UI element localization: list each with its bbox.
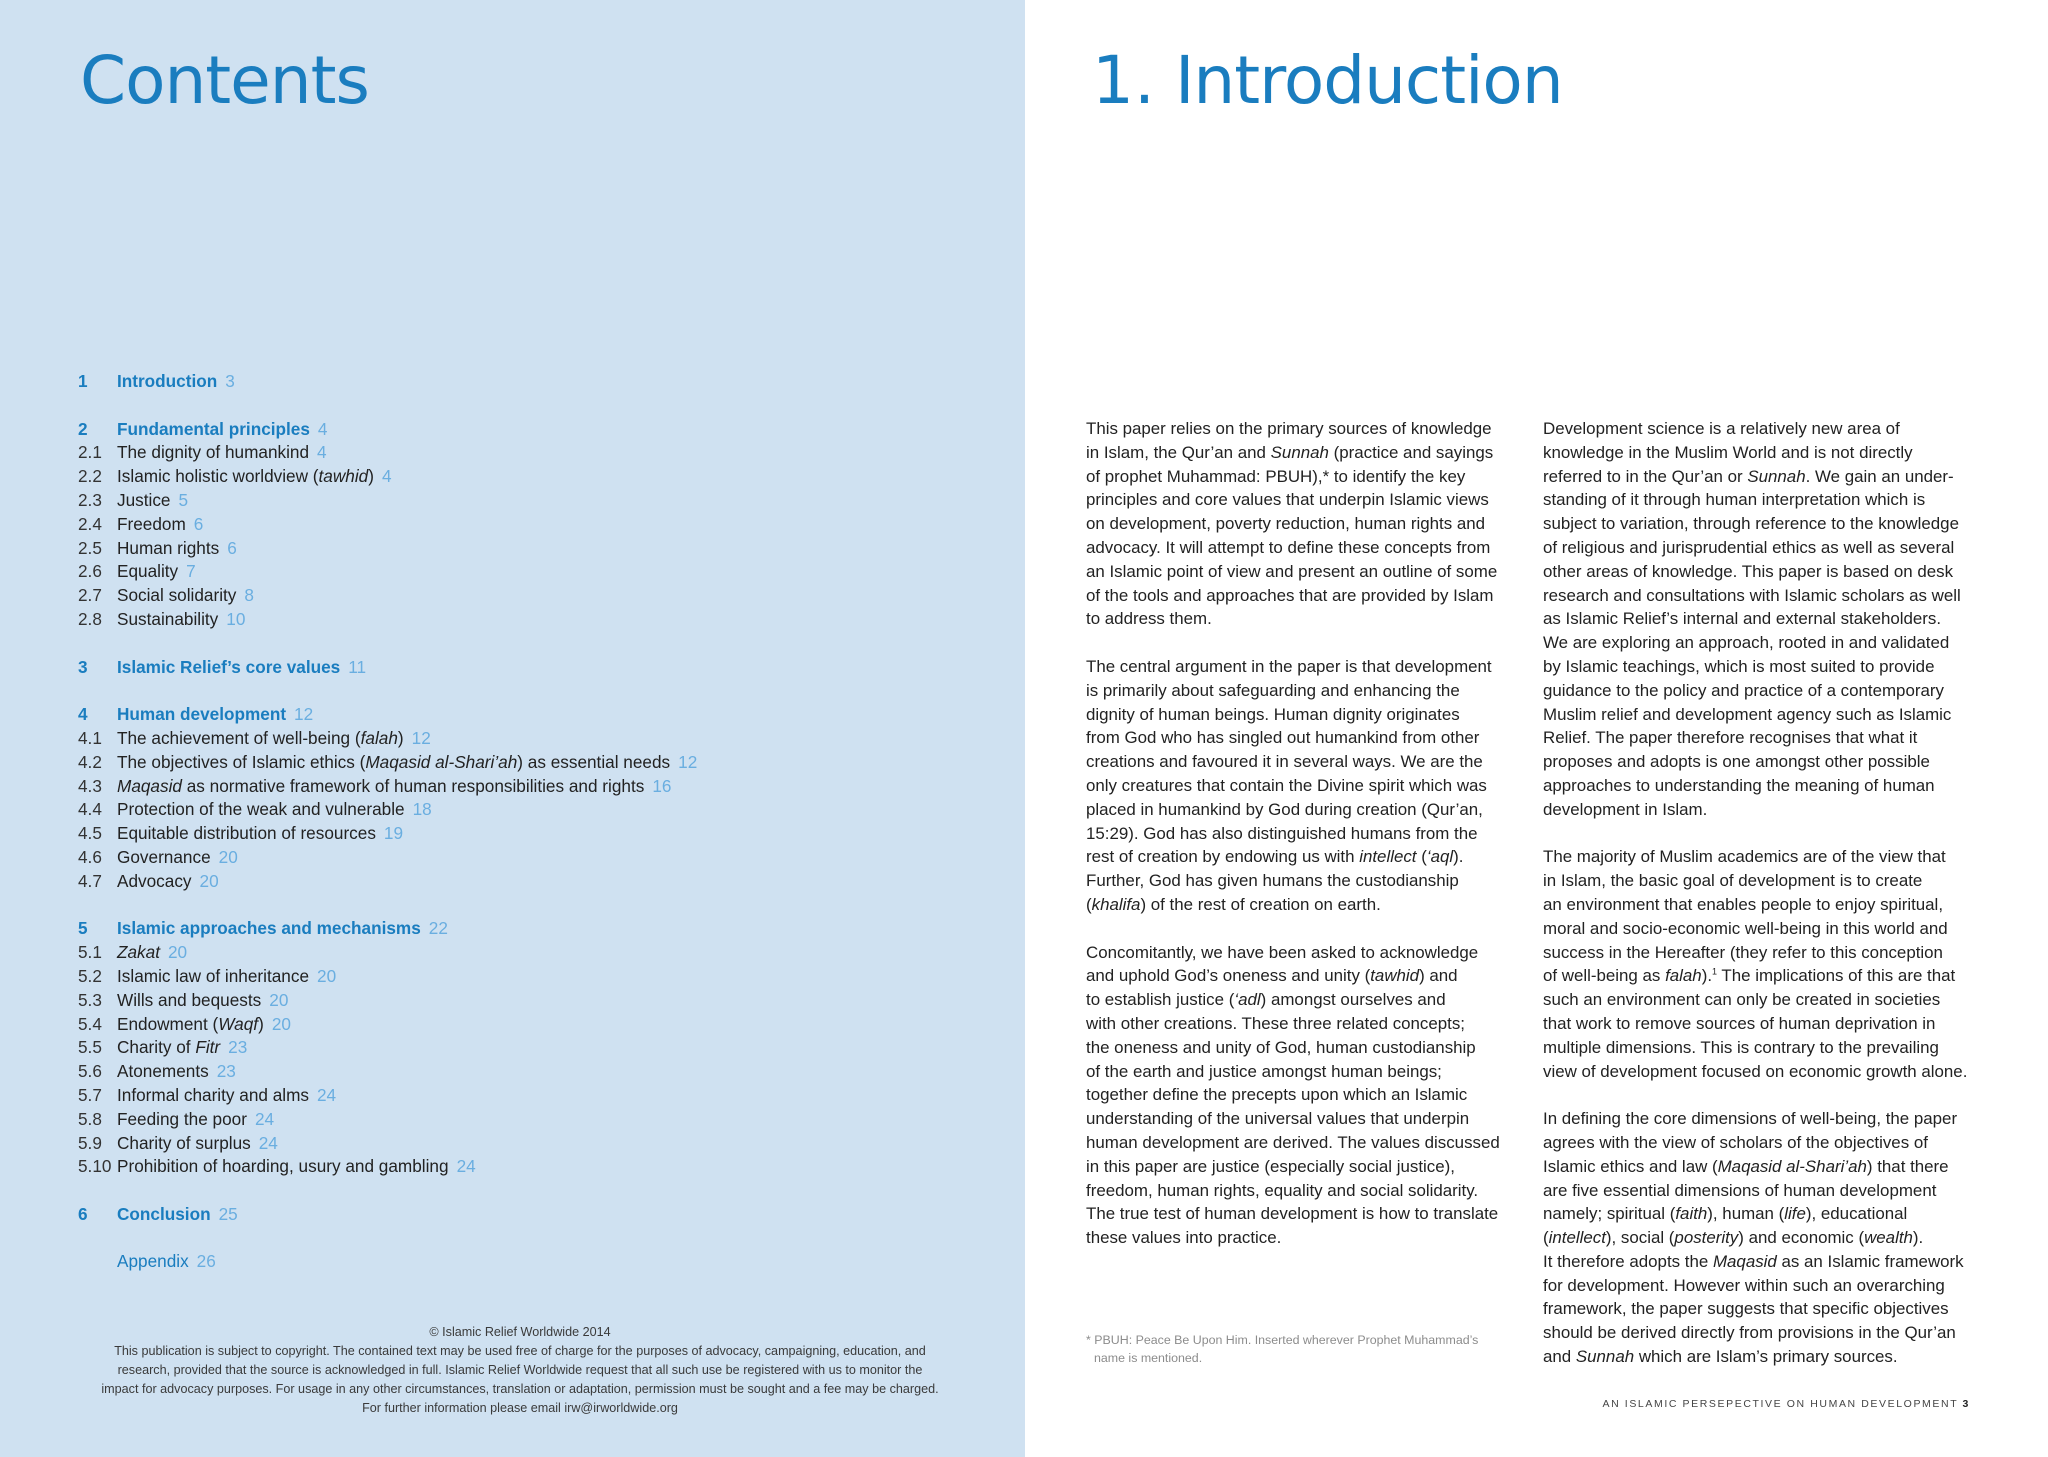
text-line: such an environment can only be created in societies: [1543, 990, 1941, 1010]
text-line: of the tools and approaches that are provided by Islam: [1086, 585, 1494, 605]
text-line: research and consultations with Islamic scholars as well: [1543, 585, 1961, 605]
toc-entry[interactable]: [78, 870, 978, 894]
toc-entry-title: The objectives of Islamic ethics (Maqasid al-Shari’ah) as essential needs: [117, 751, 671, 772]
toc-entry-number: 4.6: [78, 846, 102, 867]
section-title: Introduction: [1174, 42, 1563, 119]
copyright-line: research, provided that the source is acknowledged in full. Islamic Relief Worldwide request that all such use be registered with us to monitor the: [117, 1363, 923, 1377]
toc-entry-title: Conclusion: [117, 1203, 211, 1224]
text-line: advocacy. It will attempt to define these concepts from: [1086, 537, 1491, 557]
text-line: other areas of knowledge. This paper is based on desk: [1543, 561, 1954, 581]
toc-entry-page: 20: [271, 1013, 291, 1034]
toc-entry[interactable]: [78, 1203, 978, 1227]
toc-entry[interactable]: [78, 1036, 978, 1060]
toc-entry-title: Islamic law of inheritance: [117, 965, 310, 986]
toc-entry[interactable]: [78, 822, 978, 846]
toc-entry-title: Islamic Relief’s core values: [117, 656, 341, 677]
toc-entry-title: Justice: [117, 489, 171, 510]
text-line: framework, the paper suggests that specific objectives: [1543, 1299, 1949, 1319]
toc-entry-number: 5.10: [78, 1156, 112, 1177]
text-line: The true test of human development is how to translate: [1086, 1204, 1499, 1224]
text-line: The majority of Muslim academics are of the view that: [1543, 847, 1946, 867]
text-line: approaches to understanding the meaning of human: [1543, 775, 1935, 795]
text-line: to address them.: [1086, 609, 1212, 629]
toc-entry[interactable]: [78, 584, 978, 608]
text-line: knowledge in the Muslim World and is not directly: [1543, 442, 1913, 462]
text-line: of well-being as falah).$^1$ The implications of this are that: [1543, 966, 1956, 986]
toc-entry-title: Prohibition of hoarding, usury and gambling: [117, 1156, 449, 1177]
text-line: Concomitantly, we have been asked to acknowledge: [1086, 942, 1479, 962]
toc-entry-title: Human development: [117, 704, 287, 725]
text-line: referred to in the Qur’an or Sunnah. We gain an under-: [1543, 466, 1954, 486]
toc-entry[interactable]: [78, 1108, 978, 1132]
toc-entry-title: Equality: [117, 561, 179, 582]
toc-entry-page: 20: [269, 989, 289, 1010]
text-line: namely; spiritual (faith), human (life), educational: [1543, 1204, 1908, 1224]
toc-entry-title: Charity of surplus: [117, 1132, 251, 1153]
text-line: by Islamic teachings, which is most suited to provide: [1543, 656, 1935, 676]
toc-entry-title: Appendix: [117, 1251, 189, 1272]
text-line: standing of it through human interpretation which is: [1543, 490, 1926, 510]
text-line: creations and favoured it in several ways. We are the: [1086, 752, 1483, 772]
toc-entry-title: Protection of the weak and vulnerable: [117, 799, 405, 820]
text-line: an Islamic point of view and present an outline of some: [1086, 561, 1498, 581]
toc-entry-title: The achievement of well-being (falah): [117, 727, 404, 748]
toc-entry-title: Sustainability: [117, 608, 219, 629]
toc-entry-page: 6: [227, 537, 237, 558]
toc-entry-page: 4: [317, 418, 328, 439]
introduction-title: [1092, 42, 1563, 119]
text-line: It therefore adopts the Maqasid as an Islamic framework: [1543, 1251, 1964, 1271]
text-line: an environment that enables people to enjoy spiritual,: [1543, 894, 1944, 914]
toc-entry-page: 4: [317, 442, 327, 463]
toc-entry[interactable]: [78, 370, 978, 394]
toc-entry[interactable]: [78, 418, 978, 442]
toc-entry-title: Islamic approaches and mechanisms: [117, 918, 421, 939]
toc-entry-title: Wills and bequests: [117, 989, 262, 1010]
text-line: agrees with the view of scholars of the objectives of: [1543, 1132, 1928, 1152]
text-line: moral and socio-economic well-being in this world and: [1543, 918, 1948, 938]
toc-entry-page: 25: [218, 1203, 238, 1224]
toc-entry[interactable]: [78, 798, 978, 822]
toc-entry-title: Advocacy: [117, 870, 192, 891]
toc-entry-page: 22: [428, 918, 448, 939]
toc-entry[interactable]: [78, 703, 978, 727]
toc-entry[interactable]: [78, 965, 978, 989]
toc-entry-page: 20: [168, 942, 188, 963]
toc-entry[interactable]: [78, 989, 978, 1013]
toc-entry-title: Informal charity and alms: [117, 1084, 309, 1105]
toc-entry[interactable]: [78, 513, 978, 537]
toc-entry-page: 7: [186, 561, 196, 582]
text-line: human development are derived. The values discussed: [1086, 1132, 1500, 1152]
text-line: In defining the core dimensions of well-being, the paper: [1543, 1109, 1958, 1129]
toc-entry-number: 5.4: [78, 1013, 102, 1034]
body-paragraph: [1543, 1107, 1988, 1369]
toc-spacer: [78, 894, 978, 918]
text-line: Islamic ethics and law (Maqasid al-Shari’ah) that there: [1543, 1156, 1949, 1176]
toc-entry-number: 4.2: [78, 751, 102, 772]
toc-entry-title: Endowment (Waqf): [117, 1013, 264, 1034]
toc-entry[interactable]: [78, 775, 978, 799]
toc-entry-page: 19: [383, 823, 404, 844]
toc-entry-number: 4.7: [78, 870, 102, 891]
toc-entry-page: 16: [652, 775, 672, 796]
toc-entry-number: 4.1: [78, 727, 102, 748]
copyright-line: impact for advocacy purposes. For usage in any other circumstances, translation or adaptation, permission must be sought and a fee may be charged.: [101, 1382, 939, 1396]
text-line: of religious and jurisprudential ethics as well as several: [1543, 537, 1955, 557]
toc-entry-page: 23: [228, 1037, 248, 1058]
text-line: The central argument in the paper is that development: [1086, 656, 1492, 676]
toc-entry-page: 3: [225, 371, 235, 391]
text-line: and Sunnah which are Islam’s primary sources.: [1543, 1347, 1898, 1367]
toc-entry-page: 8: [244, 585, 254, 606]
toc-entry[interactable]: [78, 560, 978, 584]
text-line: understanding of the universal values that underpin: [1086, 1109, 1470, 1129]
text-line: that work to remove sources of human deprivation in: [1543, 1013, 1936, 1033]
footnote-line: name is mentioned.: [1094, 1351, 1203, 1365]
toc-entry-number: 5.9: [78, 1132, 102, 1153]
body-paragraph: [1086, 417, 1518, 631]
toc-entry-number: 6: [78, 1203, 88, 1224]
text-line: in Islam, the basic goal of development is to create: [1543, 871, 1923, 891]
text-line: 15:29). God has also distinguished humans from the: [1086, 823, 1478, 843]
toc-entry-number: 2.7: [78, 585, 102, 606]
toc-entry[interactable]: [78, 465, 978, 489]
toc-entry-page: 10: [226, 608, 246, 629]
text-line: in this paper are justice (especially social justice),: [1086, 1156, 1455, 1176]
toc-entry[interactable]: [78, 489, 978, 513]
body-column-left: [1086, 417, 1518, 1274]
text-line: from God who has singled out humankind from other: [1086, 728, 1480, 748]
text-line: is primarily about safeguarding and enhancing the: [1086, 680, 1460, 700]
text-line: (khalifa) of the rest of creation on earth.: [1086, 894, 1381, 914]
toc-entry[interactable]: [78, 1013, 978, 1037]
toc-entry-page: 20: [218, 846, 238, 867]
text-line: principles and core values that underpin Islamic views: [1086, 490, 1489, 510]
toc-entry-title: The dignity of humankind: [117, 442, 310, 463]
toc-entry-title: Atonements: [117, 1061, 209, 1082]
toc-entry-title: Freedom: [117, 513, 186, 534]
toc-entry-number: 5.3: [78, 989, 102, 1010]
toc-entry-number: 5.6: [78, 1061, 102, 1082]
text-line: guidance to the policy and practice of a contemporary: [1543, 680, 1944, 700]
toc-entry-page: 12: [294, 704, 314, 725]
toc-entry-title: Islamic holistic worldview (tawhid): [117, 466, 374, 487]
copyright-line: This publication is subject to copyright. The contained text may be used free of charge for the purposes of advocacy, campaigning, education, and: [114, 1344, 926, 1358]
toc-entry-page: 6: [193, 513, 204, 534]
page-number: 3: [1962, 1398, 1970, 1410]
toc-entry-number: 4.3: [78, 775, 102, 796]
toc-entry[interactable]: [78, 1084, 978, 1108]
toc-entry[interactable]: [78, 1250, 978, 1274]
toc-entry-number: 1: [78, 371, 88, 391]
text-line: dignity of human beings. Human dignity originates: [1086, 704, 1460, 724]
toc-entry-page: 20: [199, 870, 219, 891]
toc-entry-page: 12: [411, 727, 431, 748]
text-line: should be derived directly from provisions in the Qur’an: [1543, 1323, 1956, 1343]
text-line: the oneness and unity of God, human custodianship: [1086, 1037, 1476, 1057]
body-paragraph: [1086, 655, 1518, 917]
toc-entry[interactable]: [78, 846, 978, 870]
copyright-notice: [40, 1323, 1000, 1418]
toc-entry-number: 4.4: [78, 799, 102, 820]
toc-entry-number: 3: [78, 656, 88, 677]
text-line: are five essential dimensions of human development: [1543, 1180, 1937, 1200]
body-column-right: [1543, 417, 1988, 1393]
toc-entry-page: 11: [348, 656, 367, 677]
text-line: of the earth and justice amongst human beings;: [1086, 1061, 1442, 1081]
text-line: This paper relies on the primary sources of knowledge: [1086, 419, 1492, 438]
toc-entry-page: 5: [178, 489, 189, 510]
toc-entry-number: 5.5: [78, 1037, 102, 1058]
text-line: for development. However within such an overarching: [1543, 1275, 1945, 1295]
toc-entry-number: 4.5: [78, 823, 102, 844]
toc-entry-number: 2.4: [78, 513, 102, 534]
text-line: in Islam, the Qur’an and Sunnah (practice and sayings: [1086, 442, 1494, 462]
running-footer-text: AN ISLAMIC PERSEPECTIVE ON HUMAN DEVELOPMENT: [1602, 1398, 1959, 1410]
toc-entry-number: 2: [78, 418, 88, 439]
toc-entry[interactable]: [78, 751, 978, 775]
text-line: rest of creation by endowing us with intellect (‘aql).: [1086, 847, 1464, 867]
toc-entry-number: 5.1: [78, 942, 102, 963]
text-line: to establish justice (‘adl) amongst ourselves and: [1086, 990, 1446, 1010]
body-paragraph: [1086, 941, 1518, 1250]
text-line: and uphold God’s oneness and unity (tawhid) and: [1086, 966, 1458, 986]
text-line: on development, poverty reduction, human rights and: [1086, 514, 1486, 534]
copyright-line: © Islamic Relief Worldwide 2014: [429, 1325, 611, 1339]
toc-spacer: [78, 679, 978, 703]
toc-entry[interactable]: [78, 1155, 978, 1179]
body-paragraph: [1543, 417, 1988, 822]
toc-entry[interactable]: [78, 917, 978, 941]
text-line: Further, God has given humans the custodianship: [1086, 871, 1459, 891]
toc-entry-title: Fundamental principles: [117, 418, 310, 439]
toc-entry-number: 2.5: [78, 537, 102, 558]
text-line: We are exploring an approach, rooted in and validated: [1543, 633, 1950, 653]
toc-entry-page: 24: [317, 1084, 337, 1105]
text-line: together define the precepts upon which an Islamic: [1086, 1085, 1468, 1105]
toc-spacer: [78, 1179, 978, 1203]
text-line: as Islamic Relief’s internal and external stakeholders.: [1543, 609, 1942, 629]
toc-entry[interactable]: [78, 1132, 978, 1156]
toc-entry-page: 24: [254, 1108, 275, 1129]
toc-entry-number: 2.6: [78, 561, 102, 582]
text-line: Relief. The paper therefore recognises that what it: [1543, 728, 1918, 748]
toc-entry-page: 12: [678, 751, 698, 772]
toc-entry-number: 4: [78, 704, 88, 725]
toc-entry-number: 5.8: [78, 1108, 102, 1129]
text-line: (intellect), social (posterity) and economic (wealth).: [1543, 1228, 1924, 1248]
text-line: placed in humankind by God during creation (Qur’an,: [1086, 799, 1483, 819]
text-line: with other creations. These three related concepts;: [1086, 1013, 1466, 1033]
toc-entry-title: Human rights: [117, 537, 220, 558]
toc-entry[interactable]: [78, 941, 978, 965]
toc-entry-title: Zakat: [117, 942, 160, 963]
toc-entry-number: 2.3: [78, 489, 102, 510]
toc-entry-title: Governance: [117, 846, 211, 867]
toc-spacer: [78, 632, 978, 656]
footnote: [1086, 1331, 1516, 1367]
toc-entry-title: Equitable distribution of resources: [117, 823, 376, 844]
toc-entry[interactable]: [78, 441, 978, 465]
text-line: Muslim relief and development agency such as Islamic: [1543, 704, 1952, 724]
toc-entry[interactable]: [78, 608, 978, 632]
toc-entry-page: 4: [381, 466, 392, 487]
toc-entry-page: 24: [456, 1156, 476, 1177]
copyright-line: For further information please email irw@irworldwide.org: [362, 1401, 678, 1415]
toc-entry-number: 5: [78, 918, 88, 939]
text-line: these values into practice.: [1086, 1228, 1282, 1248]
toc-entry-number: 5.2: [78, 965, 102, 986]
toc-entry-title: Charity of Fitr: [117, 1037, 221, 1058]
text-line: Development science is a relatively new area of: [1543, 419, 1900, 438]
text-line: multiple dimensions. This is contrary to the prevailing: [1543, 1037, 1939, 1057]
body-paragraph: [1543, 845, 1988, 1083]
toc-entry-number: 2.8: [78, 608, 102, 629]
toc-entry[interactable]: [78, 537, 978, 561]
table-of-contents: [78, 370, 978, 1274]
toc-spacer: [78, 1227, 978, 1251]
toc-entry[interactable]: [78, 656, 978, 680]
text-line: development in Islam.: [1543, 799, 1708, 819]
toc-entry-page: 18: [412, 799, 432, 820]
toc-entry[interactable]: [78, 727, 978, 751]
text-line: freedom, human rights, equality and social solidarity.: [1086, 1180, 1479, 1200]
running-footer: [1520, 1398, 1970, 1410]
toc-entry-page: 24: [258, 1132, 278, 1153]
toc-entry-page: 26: [196, 1251, 216, 1272]
text-line: only creatures that contain the Divine spirit which was: [1086, 775, 1487, 795]
contents-title: Contents: [80, 42, 369, 119]
footnote-line: * PBUH: Peace Be Upon Him. Inserted wherever Prophet Muhammad’s: [1086, 1333, 1479, 1347]
toc-entry-title: Introduction: [117, 371, 218, 391]
toc-entry[interactable]: [78, 1060, 978, 1084]
toc-spacer: [78, 394, 978, 418]
toc-entry-number: 2.1: [78, 442, 102, 463]
toc-entry-title: Maqasid as normative framework of human responsibilities and rights: [117, 775, 645, 796]
text-line: of prophet Muhammad: PBUH),* to identify the key: [1086, 466, 1466, 486]
section-number: 1.: [1092, 42, 1155, 119]
toc-entry-number: 5.7: [78, 1084, 102, 1105]
text-line: proposes and adopts is one amongst other possible: [1543, 752, 1930, 772]
text-line: view of development focused on economic growth alone.: [1543, 1061, 1968, 1081]
toc-entry-page: 23: [216, 1061, 236, 1082]
text-line: success in the Hereafter (they refer to this conception: [1543, 942, 1943, 962]
toc-entry-number: 2.2: [78, 466, 102, 487]
toc-entry-title: Social solidarity: [117, 585, 237, 606]
text-line: subject to variation, through reference to the knowledge: [1543, 514, 1959, 534]
toc-entry-title: Feeding the poor: [117, 1108, 247, 1129]
toc-entry-page: 20: [317, 965, 337, 986]
